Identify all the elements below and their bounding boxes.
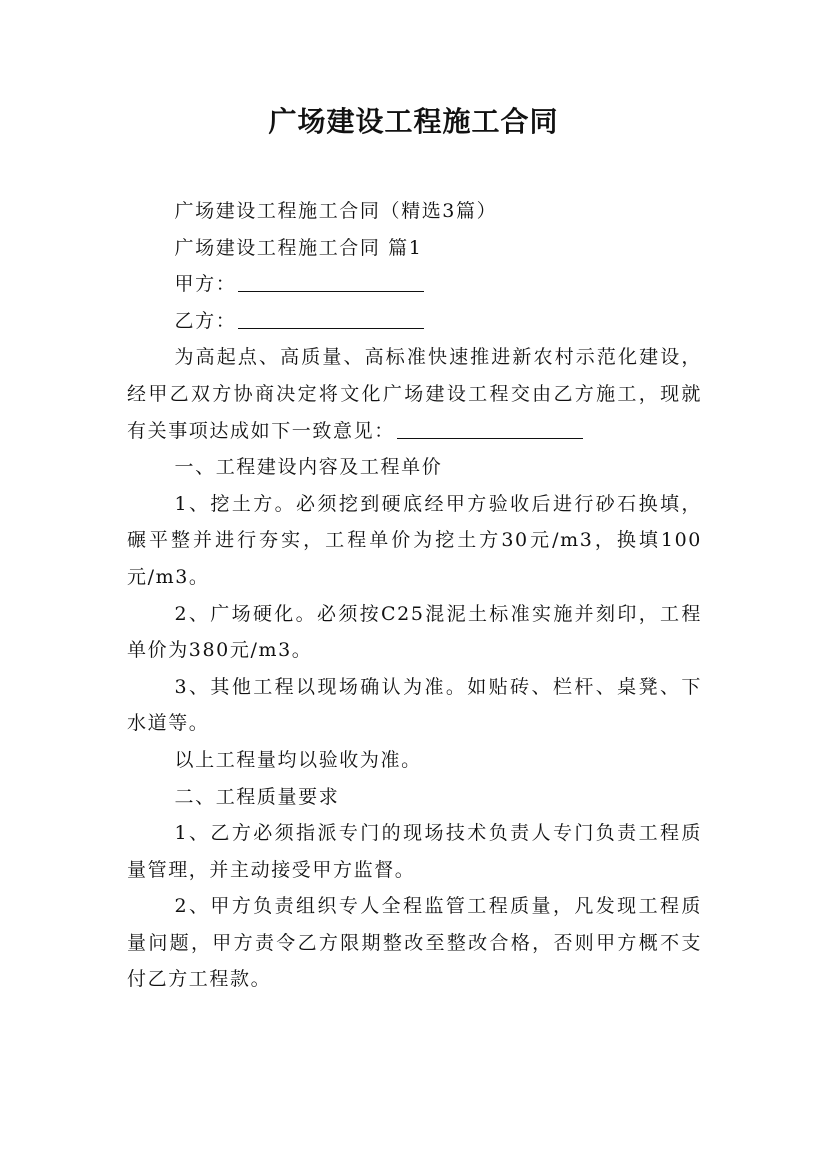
party-a-label: 甲方：: [174, 273, 237, 296]
paragraph-party-a: [127, 266, 702, 303]
paragraph-section-one: 一、工程建设内容及工程单价: [174, 456, 443, 479]
paragraph-section-heading: 广场建设工程施工合同 篇1: [174, 236, 423, 259]
paragraph-item-2: 2、广场硬化。必须按C25混泥土标准实施并刻印，工程单价为380元/m3。: [127, 602, 702, 662]
paragraph-party-b: [127, 303, 702, 340]
party-b-blank-line: [238, 310, 424, 329]
paragraph-quality-1: 1、乙方必须指派专门的现场技术负责人专门负责工程质量管理，并主动接受甲方监督。: [127, 822, 702, 881]
document-body: [127, 193, 702, 998]
paragraph-subtitle: 广场建设工程施工合同（精选3篇）: [174, 200, 498, 222]
paragraph-item-3: 3、其他工程以现场确认为准。如贴砖、栏杆、桌凳、下水道等。: [127, 675, 702, 735]
party-a-blank-line: [238, 273, 424, 292]
document-title: 广场建设工程施工合同: [268, 105, 559, 138]
paragraph-section-two: 二、工程质量要求: [174, 785, 340, 808]
paragraph-quality-2: 2、甲方负责组织专人全程监管工程质量，凡发现工程质量问题，甲方责令乙方限期整改至整改合格，否则甲方概不支付乙方工程款。: [127, 895, 702, 991]
paragraph-intro: [127, 339, 702, 449]
paragraph-acceptance: 以上工程量均以验收为准。: [174, 748, 422, 771]
paragraph-item-1: 1、挖土方。必须挖到硬底经甲方验收后进行砂石换填，碾平整并进行夯实，工程单价为挖土方30元/m3，换填100元/m3。: [127, 492, 702, 588]
intro-blank-line: [397, 420, 583, 439]
party-b-label: 乙方：: [174, 309, 237, 332]
intro-text: 为高起点、高质量、高标准快速推进新农村示范化建设，经甲乙双方协商决定将文化广场建设工程交由乙方施工，现就有关事项达成如下一致意见：: [127, 346, 702, 442]
